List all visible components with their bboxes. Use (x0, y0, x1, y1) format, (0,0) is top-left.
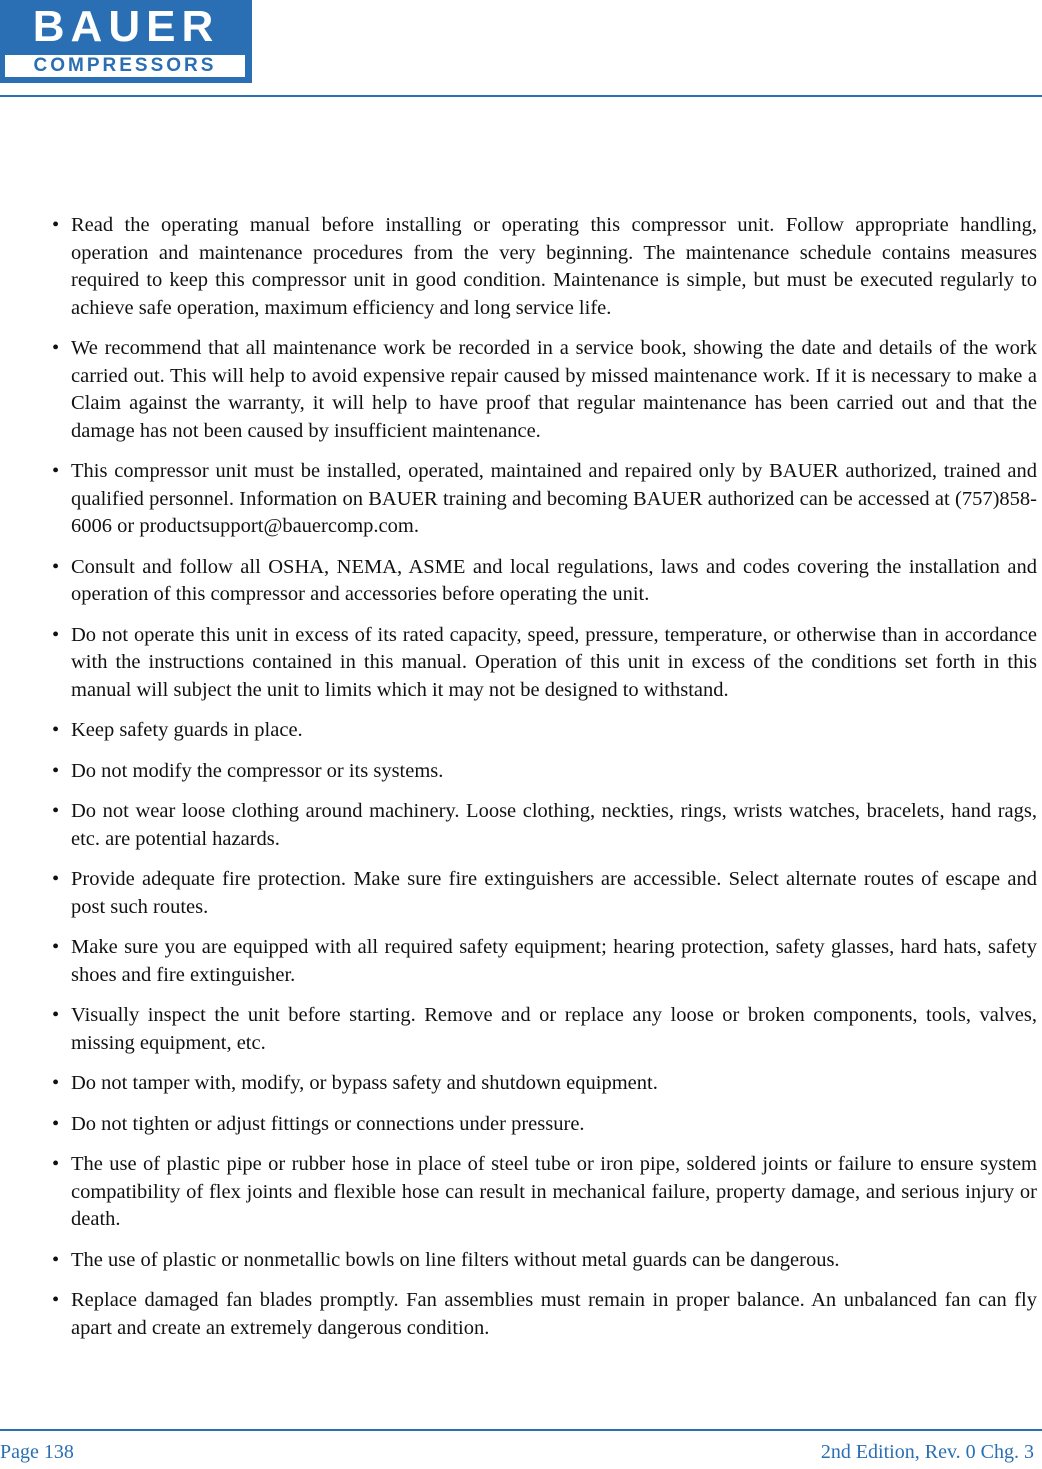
list-item (52, 335, 1037, 445)
list-item-text: Do not operate this unit in excess of its rated capacity, speed, pressure, temperature, or otherwise than in accordance with the instructions contained in this manual. Operation of this unit in excess of the conditions set forth in this manual will subject the unit to limits which it may not be designed to withstand. (71, 623, 1037, 701)
list-item (52, 1070, 1037, 1098)
bullet-icon: • (52, 337, 60, 359)
bullet-icon: • (52, 759, 60, 782)
list-item-text: Do not wear loose clothing around machinery. Loose clothing, neckties, rings, wrists watches, bracelets, hand rags, etc. are potential hazards. (71, 800, 1037, 850)
bullet-icon: • (52, 1072, 60, 1094)
list-item-text: This compressor unit must be installed, operated, maintained and repaired only by BAUER authorized, trained and qualified personnel. Information on BAUER training and becoming BAUER authorized can be accessed at (757)858-6006 or productsupport@bauercomp.com. (71, 460, 1037, 537)
logo-wordmark-bauer: BAUER (32, 2, 220, 51)
bullet-icon: • (52, 800, 60, 822)
list-item-text: We recommend that all maintenance work be recorded in a service book, showing the date and details of the work carried out. This will help to avoid expensive repair caused by missed maintenance work. If it is necessary to make a Claim against the warranty, it will help to have proof that regular maintenance has been carried out and that the damage has not been caused by insufficient maintenance. (71, 337, 1037, 442)
list-item-text: Make sure you are equipped with all required safety equipment; hearing protection, safety glasses, hard hats, safety shoes and fire extinguisher. (71, 936, 1037, 986)
list-item-text: Read the operating manual before installing or operating this compressor unit. Follow appropriate handling, operation and maintenance procedures from the very beginning. The maintenance schedule contains measures required to keep this compressor unit in good condition. Maintenance is simple, but must be executed regularly to achieve safe operation, maximum efficiency and long service life. (71, 214, 1037, 319)
bullet-icon: • (52, 719, 60, 741)
list-item-text: Consult and follow all OSHA, NEMA, ASME and local regulations, laws and codes covering the installation and operation of this compressor and accessories before operating the unit. (71, 555, 1037, 605)
bullet-icon: • (52, 1248, 60, 1271)
list-item (52, 934, 1037, 989)
bullet-icon: • (52, 936, 60, 958)
bullet-icon: • (52, 214, 60, 236)
list-item (52, 717, 1037, 745)
list-item (52, 458, 1037, 541)
list-item (52, 798, 1037, 853)
bullet-icon: • (52, 1153, 60, 1175)
list-item (52, 212, 1037, 322)
bullet-icon: • (52, 868, 60, 890)
bauer-compressors-logo (0, 0, 252, 83)
list-item-text: Provide adequate fire protection. Make sure fire extinguishers are accessible. Select alternate routes of escape and post such routes. (71, 868, 1037, 918)
bullet-icon: • (52, 460, 60, 482)
list-item-text: The use of plastic or nonmetallic bowls on line filters without metal guards can be dangerous. (71, 1248, 840, 1271)
list-item (52, 758, 1037, 786)
bullet-icon: • (52, 1289, 60, 1311)
edition-label: 2nd Edition, Rev. 0 Chg. 3 (820, 1441, 1034, 1463)
list-item (52, 622, 1037, 705)
list-item (52, 1002, 1037, 1057)
list-item (52, 866, 1037, 921)
list-item (52, 1151, 1037, 1234)
bullet-icon: • (52, 1004, 60, 1026)
header-divider (0, 95, 1042, 97)
bullet-icon: • (52, 623, 60, 646)
bullet-icon: • (52, 1112, 60, 1135)
list-item-text: Do not modify the compressor or its systems. (71, 759, 444, 782)
list-item-text: The use of plastic pipe or rubber hose in place of steel tube or iron pipe, soldered joints or failure to ensure system compatibility of flex joints and flexible hose can result in mechanical failure, property damage, and serious injury or death. (71, 1153, 1037, 1230)
list-item (52, 1247, 1037, 1275)
bullet-icon: • (52, 555, 60, 578)
safety-instructions (52, 212, 1037, 1355)
list-item-text: Replace damaged fan blades promptly. Fan assemblies must remain in proper balance. An unbalanced fan can fly apart and create an extremely dangerous condition. (71, 1289, 1037, 1339)
footer-divider (0, 1429, 1042, 1431)
list-item-text: Visually inspect the unit before starting. Remove and or replace any loose or broken components, tools, valves, missing equipment, etc. (71, 1004, 1037, 1054)
list-item-text: Do not tamper with, modify, or bypass safety and shutdown equipment. (71, 1072, 658, 1094)
list-item (52, 1287, 1037, 1342)
list-item-text: Do not tighten or adjust fittings or connections under pressure. (71, 1112, 585, 1135)
list-item (52, 1111, 1037, 1139)
page-number: Page 138 (0, 1441, 74, 1463)
safety-bullet-list (52, 212, 1037, 1342)
logo-wordmark-compressors: COMPRESSORS (4, 54, 246, 78)
list-item-text: Keep safety guards in place. (71, 719, 303, 741)
list-item (52, 554, 1037, 609)
